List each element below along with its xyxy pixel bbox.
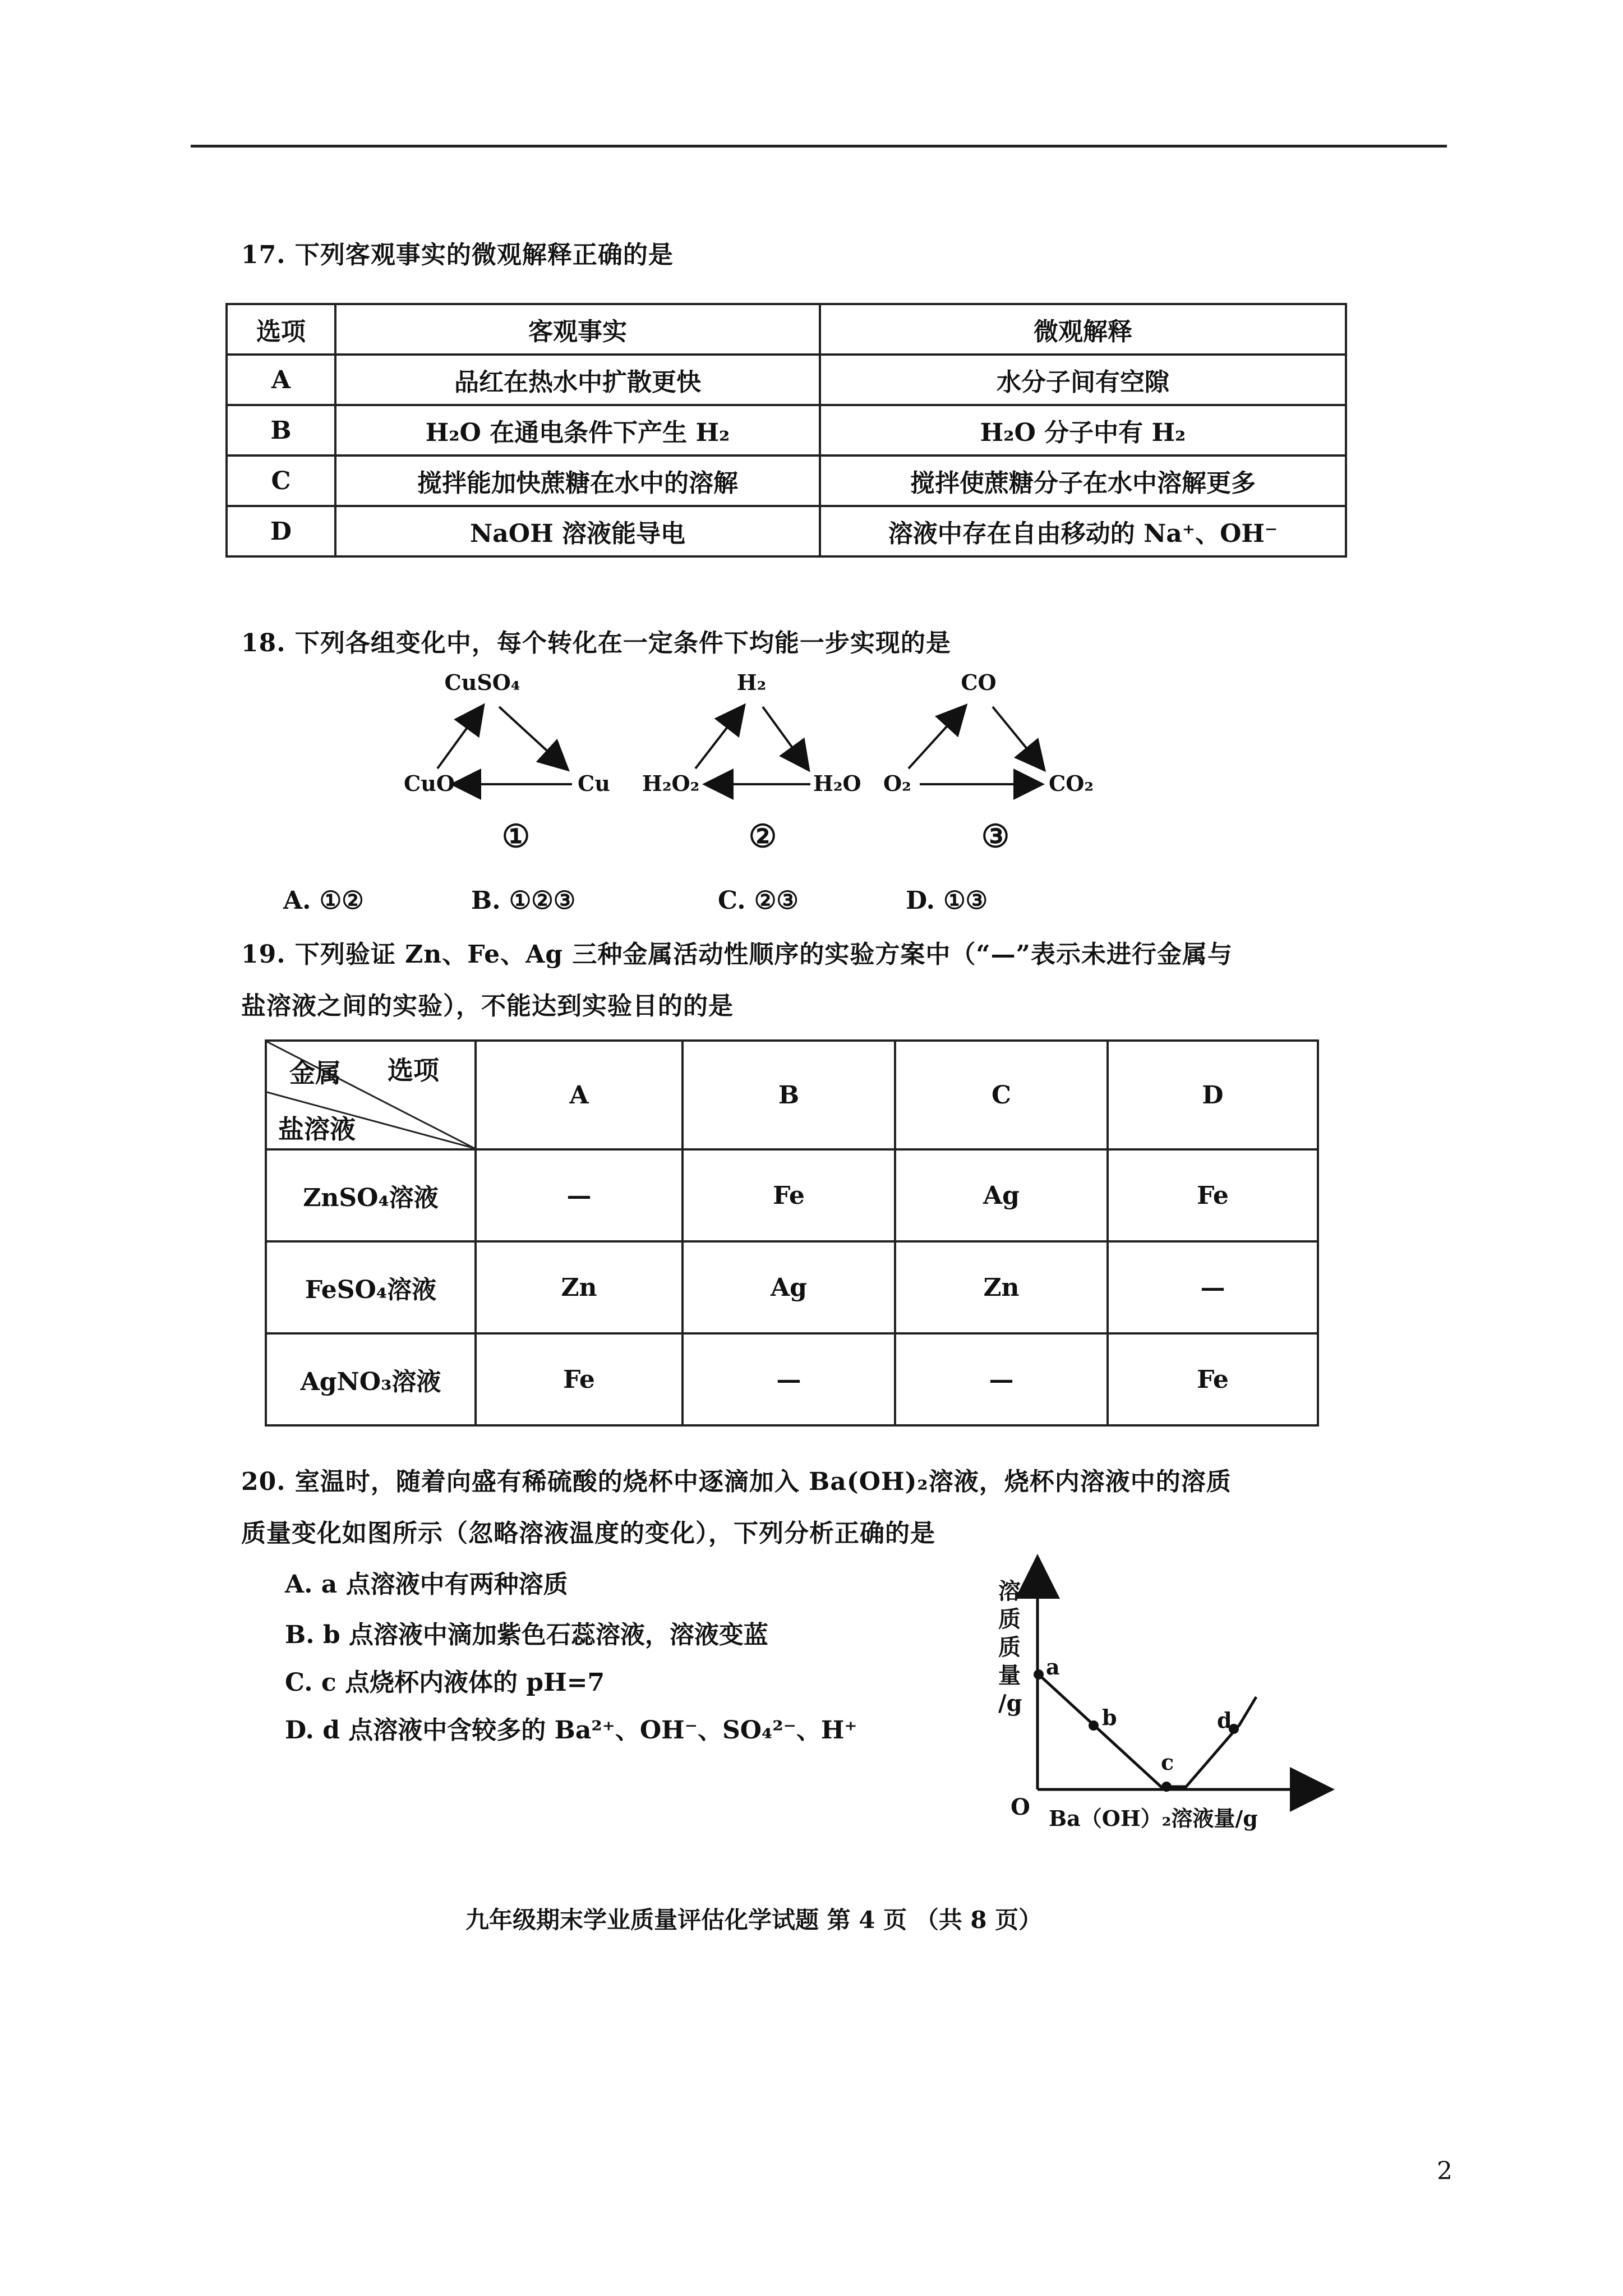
q17-cell: H₂O 分子中有 H₂ xyxy=(820,405,1346,455)
q19-col-a: A xyxy=(476,1041,683,1149)
table-row xyxy=(266,1333,1318,1425)
diagram3-top: CO xyxy=(961,670,997,695)
diagram2-left: H₂O₂ xyxy=(642,771,700,796)
q17-cell: 水分子间有空隙 xyxy=(820,355,1346,405)
corner-option-label: 选项 xyxy=(388,1055,439,1085)
q19-cell: Fe xyxy=(1108,1149,1318,1241)
y-label-char-5: /g xyxy=(998,1690,1022,1717)
q19-col-b: B xyxy=(683,1041,895,1149)
diagram1-arrow-down xyxy=(499,707,566,769)
q19-cell: — xyxy=(1108,1241,1318,1333)
diagram3-right: CO₂ xyxy=(1049,771,1094,796)
q17-cell: B xyxy=(227,405,335,455)
q17-stem: 17. 下列客观事实的微观解释正确的是 xyxy=(241,241,674,269)
q17-header-fact: 客观事实 xyxy=(335,304,820,355)
q18-option-d: D. ①③ xyxy=(906,886,988,915)
q19-stem-line2: 盐溶液之间的实验），不能达到实验目的的是 xyxy=(241,992,734,1020)
point-b-marker xyxy=(1089,1720,1099,1731)
page-footer: 九年级期末学业质量评估化学试题 第 4 页 （共 8 页） xyxy=(465,1906,1043,1934)
point-b-label: b xyxy=(1102,1705,1117,1730)
diagram1-top: CuSO₄ xyxy=(444,670,520,695)
table-row xyxy=(266,1149,1318,1241)
diagram1-right: Cu xyxy=(578,771,610,796)
q19-row-label: AgNO₃溶液 xyxy=(266,1333,476,1425)
q17-cell: 溶液中存在自由移动的 Na⁺、OH⁻ xyxy=(820,506,1346,556)
q18-option-b: B. ①②③ xyxy=(471,886,576,915)
q19-row-label: ZnSO₄溶液 xyxy=(266,1149,476,1241)
q19-cell: — xyxy=(683,1333,895,1425)
q20-graph xyxy=(976,1548,1346,1840)
q18-option-c: C. ②③ xyxy=(718,886,799,915)
q19-col-c: C xyxy=(895,1041,1108,1149)
q17-cell: C xyxy=(227,455,335,506)
q19-cell: Fe xyxy=(683,1149,895,1241)
point-a-marker xyxy=(1034,1669,1044,1680)
q18-stem: 18. 下列各组变化中，每个转化在一定条件下均能一步实现的是 xyxy=(241,629,951,657)
q19-stem-line1: 19. 下列验证 Zn、Fe、Ag 三种金属活动性顺序的实验方案中（“—”表示未进行金属与 xyxy=(241,940,1233,969)
diagram3-arrow-up xyxy=(909,707,965,769)
diagram2-arrow-down xyxy=(763,707,808,769)
y-label-char-1: 溶 xyxy=(998,1578,1021,1604)
x-axis-label: Ba（OH）₂溶液量/g xyxy=(1049,1806,1258,1831)
table-row xyxy=(227,355,1346,405)
q19-cell: — xyxy=(476,1149,683,1241)
q19-cell: Fe xyxy=(1108,1333,1318,1425)
table-row xyxy=(227,506,1346,556)
q17-table xyxy=(225,303,1347,558)
q17-cell: 搅拌能加快蔗糖在水中的溶解 xyxy=(335,455,820,506)
q17-cell: H₂O 在通电条件下产生 H₂ xyxy=(335,405,820,455)
header-rule xyxy=(191,145,1447,148)
q19-cell: Fe xyxy=(476,1333,683,1425)
point-d-label: d xyxy=(1217,1708,1232,1733)
q19-row-label: FeSO₄溶液 xyxy=(266,1241,476,1333)
diagram2-label: ② xyxy=(748,818,777,855)
y-label-char-3: 质 xyxy=(998,1634,1021,1660)
q20-option-d: D. d 点溶液中含较多的 Ba²⁺、OH⁻、SO₄²⁻、H⁺ xyxy=(285,1716,857,1745)
q20-option-b: B. b 点溶液中滴加紫色石蕊溶液，溶液变蓝 xyxy=(285,1621,768,1649)
q20-stem-line1: 20. 室温时，随着向盛有稀硫酸的烧杯中逐滴加入 Ba(OH)₂溶液，烧杯内溶液中的溶质 xyxy=(241,1467,1232,1496)
diagram2-arrow-up xyxy=(695,707,743,769)
diagram3-arrow-down xyxy=(993,707,1043,769)
diagram3-label: ③ xyxy=(981,818,1010,855)
y-label-char-2: 质 xyxy=(998,1606,1021,1632)
point-c-marker xyxy=(1161,1782,1172,1792)
diagram2-top: H₂ xyxy=(736,670,767,695)
point-a-label: a xyxy=(1046,1654,1060,1680)
diagram1-left: CuO xyxy=(404,771,455,796)
y-label-char-4: 量 xyxy=(998,1662,1021,1688)
q19-corner-cell xyxy=(266,1041,476,1149)
q17-cell: 品红在热水中扩散更快 xyxy=(335,355,820,405)
diagram1-label: ① xyxy=(501,818,531,855)
q19-cell: Ag xyxy=(683,1241,895,1333)
q19-cell: Ag xyxy=(895,1149,1108,1241)
q17-cell: 搅拌使蔗糖分子在水中溶解更多 xyxy=(820,455,1346,506)
table-row xyxy=(227,304,1346,355)
table-row xyxy=(227,455,1346,506)
table-row xyxy=(227,405,1346,455)
q19-cell: Zn xyxy=(895,1241,1108,1333)
diagram1-arrow-up xyxy=(437,707,482,769)
q17-cell: NaOH 溶液能导电 xyxy=(335,506,820,556)
page-number: 2 xyxy=(1437,2157,1453,2185)
q19-table xyxy=(265,1039,1319,1427)
q17-header-option: 选项 xyxy=(227,304,335,355)
q19-cell: — xyxy=(895,1333,1108,1425)
corner-metal-label: 金属 xyxy=(289,1058,341,1088)
table-row xyxy=(266,1241,1318,1333)
diagram2-right: H₂O xyxy=(813,771,861,796)
q17-header-explanation: 微观解释 xyxy=(820,304,1346,355)
q18-conversion-diagrams xyxy=(393,668,1122,869)
q19-col-d: D xyxy=(1108,1041,1318,1149)
corner-solution-label: 盐溶液 xyxy=(278,1114,356,1144)
q17-cell: A xyxy=(227,355,335,405)
y-axis-label xyxy=(998,1578,1022,1717)
q17-cell: D xyxy=(227,506,335,556)
origin-label: O xyxy=(1011,1794,1030,1820)
q19-cell: Zn xyxy=(476,1241,683,1333)
q18-option-a: A. ①② xyxy=(283,886,364,915)
q20-stem-line2: 质量变化如图所示（忽略溶液温度的变化），下列分析正确的是 xyxy=(241,1519,935,1548)
q20-option-a: A. a 点溶液中有两种溶质 xyxy=(285,1570,568,1599)
q20-option-c: C. c 点烧杯内液体的 pH=7 xyxy=(285,1668,605,1697)
table-row xyxy=(266,1041,1318,1149)
diagram3-left: O₂ xyxy=(883,771,911,796)
point-c-label: c xyxy=(1161,1750,1174,1775)
